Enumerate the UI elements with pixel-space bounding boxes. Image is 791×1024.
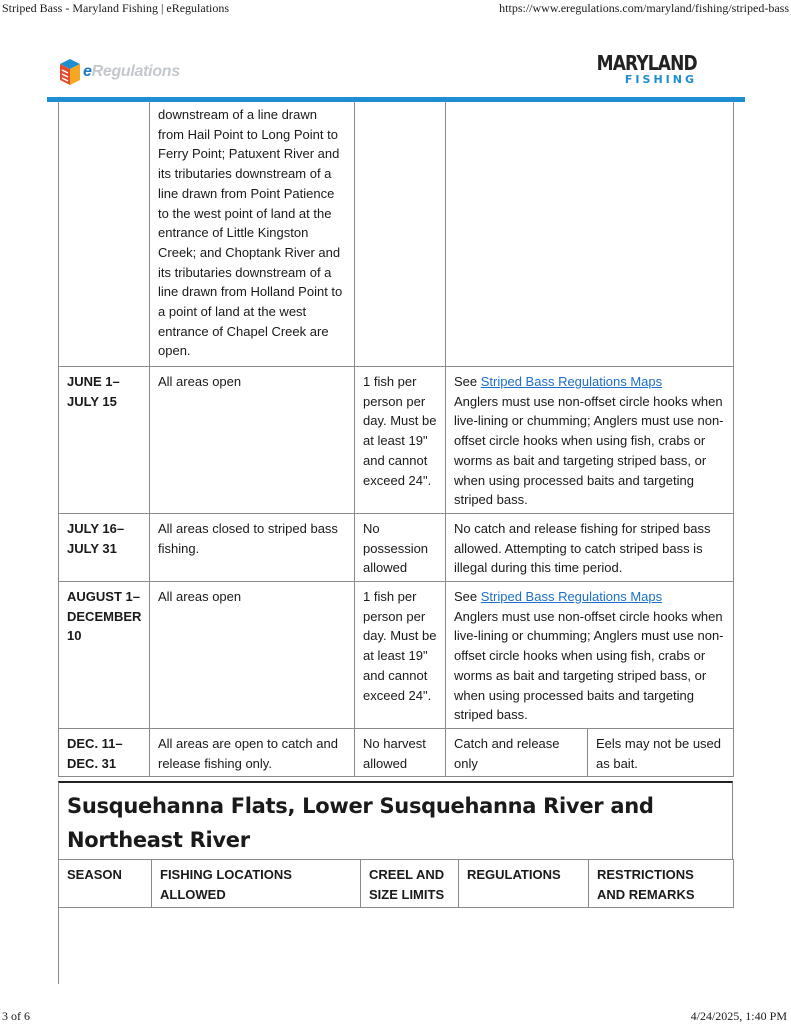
- print-header: [0, 0, 791, 20]
- header-regulations: REGULATIONS: [459, 860, 589, 908]
- susquehanna-table: [58, 859, 734, 908]
- locations-cell: All areas open: [150, 582, 355, 729]
- table-row: [59, 513, 734, 581]
- eregulations-logo[interactable]: [59, 56, 180, 88]
- regulations-cell: See Striped Bass Regulations Maps Anglers must use non-offset circle hooks when live-lining or chumming; Anglers must use non-offset circle hooks when using fish, crabs or worms as bait and targeting striped bass, or when using processed baits and targeting striped bass.: [446, 367, 734, 514]
- header-season: SEASON: [59, 860, 152, 908]
- locations-cell: All areas closed to striped bass fishing.: [150, 513, 355, 581]
- season-cell: DEC. 11– DEC. 31: [59, 728, 150, 776]
- creel-cell: [355, 101, 446, 367]
- striped-bass-maps-link[interactable]: Striped Bass Regulations Maps: [480, 589, 663, 605]
- header-creel: CREEL AND SIZE LIMITS: [361, 860, 459, 908]
- table-row: [59, 367, 734, 514]
- print-page-title: Striped Bass - Maryland Fishing | eRegulations: [2, 1, 230, 15]
- brand-line-2: FISHING: [624, 73, 697, 86]
- eregulations-cube-icon: [59, 58, 81, 86]
- regulations-table: [58, 101, 734, 777]
- maryland-fishing-logo[interactable]: [579, 52, 697, 86]
- table-continuation: [58, 908, 733, 984]
- brand-line-1: MARYLAND: [596, 51, 697, 75]
- table-row: [59, 728, 734, 776]
- print-footer: [0, 1008, 791, 1024]
- locations-cell: All areas open: [150, 367, 355, 514]
- regulations-cell: [446, 101, 734, 367]
- site-header: [47, 40, 745, 102]
- creel-cell: 1 fish per person per day. Must be at least 19" and cannot exceed 24".: [355, 582, 446, 729]
- regulations-cell: No catch and release fishing for striped bass allowed. Attempting to catch striped bass is illegal during this time period.: [446, 513, 734, 581]
- regulations-cell: See Striped Bass Regulations Maps Anglers must use non-offset circle hooks when live-lining or chumming; Anglers must use non-offset circle hooks when using fish, crabs or worms as bait and targeting striped bass, or when using processed baits and targeting striped bass.: [446, 582, 734, 729]
- season-cell: [59, 101, 150, 367]
- header-remarks: RESTRICTIONS AND REMARKS: [589, 860, 734, 908]
- remarks-cell: Eels may not be used as bait.: [588, 728, 734, 776]
- print-page-url: https://www.eregulations.com/maryland/fishing/striped-bass: [499, 1, 789, 15]
- print-datetime: 4/24/2025, 1:40 PM: [690, 1009, 787, 1023]
- creel-cell: No harvest allowed: [355, 728, 446, 776]
- table-row: [59, 101, 734, 367]
- eregulations-wordmark: eRegulations: [83, 63, 180, 80]
- striped-bass-maps-link[interactable]: Striped Bass Regulations Maps: [480, 374, 663, 389]
- header-locations: FISHING LOCATIONS ALLOWED: [152, 860, 361, 908]
- table-row: [59, 582, 734, 729]
- creel-cell: No possession allowed: [355, 513, 446, 581]
- season-cell: AUGUST 1– DECEMBER 10: [59, 582, 150, 729]
- locations-cell: downstream of a line drawn from Hail Point to Long Point to Ferry Point; Patuxent River and its tributaries downstream of a line drawn from Point Patience to the west point of land at the entrance of Little Kingston Creek; and Choptank River and its tributaries downstream of a line drawn from Holland Point to a point of land at the west entrance of Chapel Creek are open.: [150, 101, 355, 367]
- locations-cell: All areas are open to catch and release fishing only.: [150, 728, 355, 776]
- page-number: 3 of 6: [2, 1009, 30, 1023]
- season-cell: JUNE 1– JULY 15: [59, 367, 150, 514]
- section-title: Susquehanna Flats, Lower Susquehanna River and Northeast River: [58, 781, 733, 859]
- table-header-row: [59, 860, 734, 908]
- season-cell: JULY 16– JULY 31: [59, 513, 150, 581]
- susquehanna-section: [58, 781, 733, 984]
- creel-cell: 1 fish per person per day. Must be at least 19" and cannot exceed 24".: [355, 367, 446, 514]
- regulations-cell: Catch and release only: [446, 728, 588, 776]
